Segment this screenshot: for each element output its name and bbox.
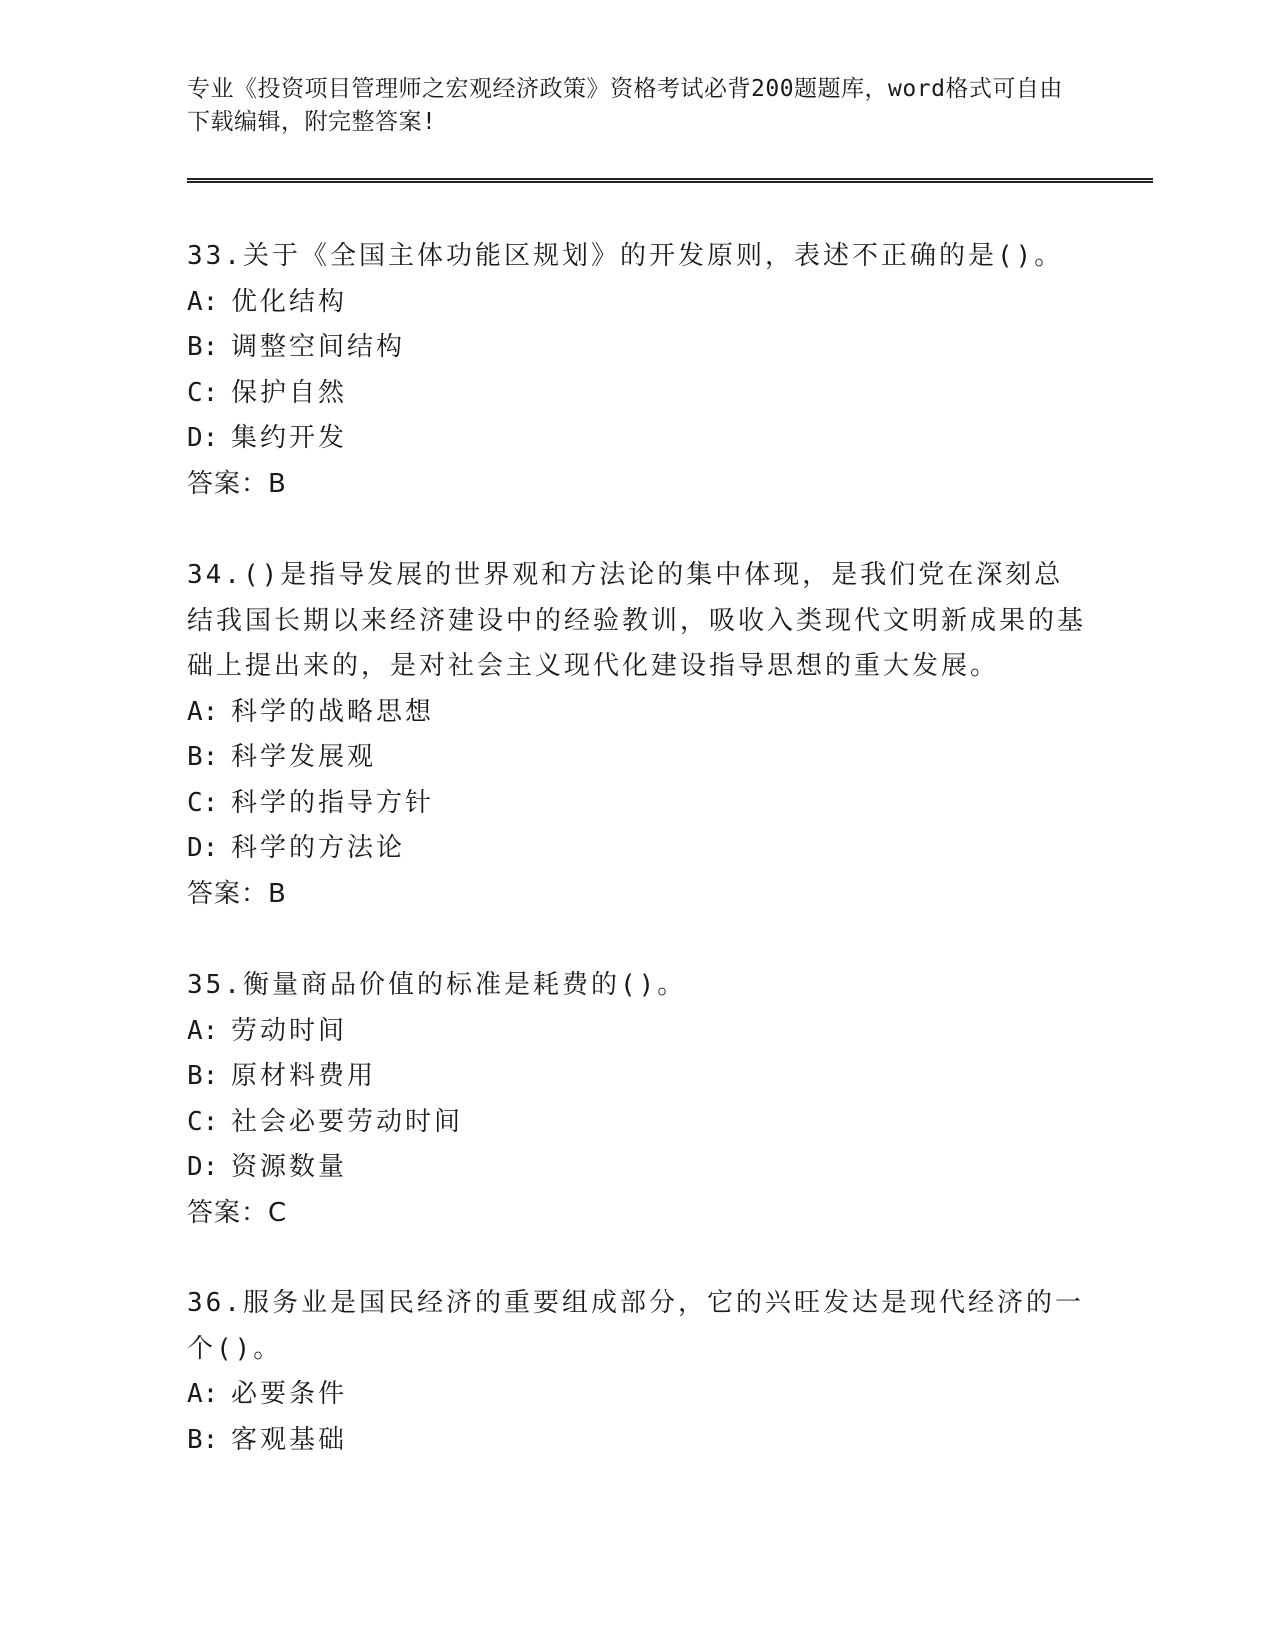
option-text: 科学发展观 bbox=[231, 742, 377, 772]
option-text: 集约开发 bbox=[231, 423, 348, 453]
option-a bbox=[187, 690, 1087, 736]
question-stem: 33.关于《全国主体功能区规划》的开发原则，表述不正确的是()。 bbox=[187, 241, 1064, 271]
option-text: 保护自然 bbox=[231, 377, 348, 408]
answer: 答案：C bbox=[187, 1197, 288, 1228]
option-label: D: bbox=[187, 833, 219, 863]
option-label: C: bbox=[187, 377, 219, 408]
option-label: A: bbox=[187, 1379, 219, 1409]
answer: 答案：B bbox=[187, 468, 287, 499]
option-label: A: bbox=[187, 286, 219, 317]
option-label: B: bbox=[187, 742, 219, 772]
option-c bbox=[187, 1100, 1087, 1146]
option-d bbox=[187, 826, 1087, 872]
question-stem: 34.()是指导发展的世界观和方法论的集中体现，是我们党在深刻总结我国长期以来经济建设中的经验教训，吸收入类现代文明新成果的基础上提出来的，是对社会主义现代化建设指导思想的重大发展。 bbox=[187, 560, 1087, 681]
option-text: 资源数量 bbox=[231, 1152, 348, 1182]
option-text: 优化结构 bbox=[231, 286, 348, 317]
option-label: C: bbox=[187, 1106, 219, 1137]
option-label: B: bbox=[187, 332, 219, 362]
option-label: B: bbox=[187, 1061, 219, 1091]
header-divider bbox=[187, 178, 1153, 183]
option-a bbox=[187, 280, 1087, 326]
option-text: 客观基础 bbox=[231, 1424, 348, 1455]
option-text: 科学的方法论 bbox=[231, 833, 406, 863]
question-35 bbox=[187, 963, 1087, 1236]
option-d bbox=[187, 1145, 1087, 1191]
option-label: D: bbox=[187, 1152, 219, 1182]
document-intro: 专业《投资项目管理师之宏观经济政策》资格考试必背200题题库，word格式可自由下载编辑，附完整答案! bbox=[187, 76, 1063, 135]
option-label: C: bbox=[187, 787, 219, 818]
option-label: A: bbox=[187, 1015, 219, 1046]
option-c bbox=[187, 781, 1087, 827]
option-a bbox=[187, 1009, 1087, 1055]
question-33 bbox=[187, 234, 1087, 507]
option-b bbox=[187, 1418, 1087, 1464]
option-d bbox=[187, 416, 1087, 462]
option-text: 科学的指导方针 bbox=[231, 787, 435, 818]
answer: 答案：B bbox=[187, 878, 287, 909]
option-text: 社会必要劳动时间 bbox=[231, 1106, 464, 1137]
option-a bbox=[187, 1372, 1087, 1418]
option-label: B: bbox=[187, 1424, 219, 1455]
question-stem: 35.衡量商品价值的标准是耗费的()。 bbox=[187, 970, 687, 1000]
option-label: D: bbox=[187, 423, 219, 453]
option-c bbox=[187, 371, 1087, 417]
option-b bbox=[187, 735, 1087, 781]
option-label: A: bbox=[187, 696, 219, 727]
option-text: 必要条件 bbox=[231, 1379, 348, 1409]
option-text: 调整空间结构 bbox=[231, 332, 406, 362]
option-text: 原材料费用 bbox=[231, 1061, 377, 1091]
question-36 bbox=[187, 1281, 1087, 1463]
option-text: 劳动时间 bbox=[231, 1015, 348, 1046]
option-b bbox=[187, 1054, 1087, 1100]
question-34 bbox=[187, 553, 1087, 917]
option-text: 科学的战略思想 bbox=[231, 696, 435, 727]
option-b bbox=[187, 325, 1087, 371]
question-stem: 36.服务业是国民经济的重要组成部分，它的兴旺发达是现代经济的一个()。 bbox=[187, 1288, 1084, 1364]
